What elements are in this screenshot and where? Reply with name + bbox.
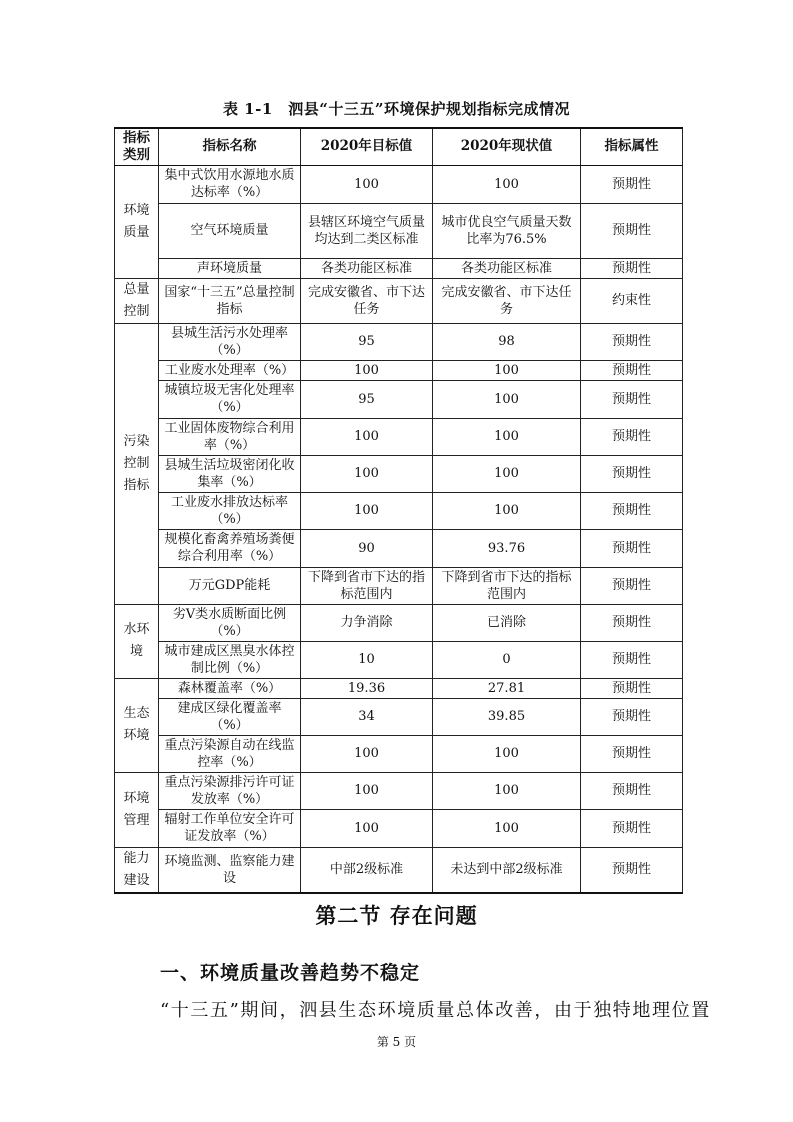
actual-value: 100 — [433, 165, 581, 203]
category-cell: 环境质量 — [115, 165, 159, 278]
target-value: 95 — [301, 323, 433, 360]
target-value: 95 — [301, 380, 433, 418]
indicator-name: 县城生活垃圾密闭化收集率（%） — [159, 455, 301, 492]
actual-value: 完成安徽省、市下达任务 — [433, 278, 581, 323]
section-title: 第二节 存在问题 — [315, 903, 478, 928]
actual-value: 下降到省市下达的指标范围内 — [433, 567, 581, 604]
actual-value: 100 — [433, 455, 581, 492]
actual-value: 100 — [433, 492, 581, 529]
indicator-name: 重点污染源排污许可证发放率（%） — [159, 772, 301, 809]
table-row — [115, 735, 683, 772]
attribute-value: 预期性 — [581, 203, 683, 258]
table-row — [115, 772, 683, 809]
target-value: 100 — [301, 492, 433, 529]
indicator-name: 重点污染源自动在线监控率（%） — [159, 735, 301, 772]
attribute-value: 预期性 — [581, 847, 683, 893]
table-row — [115, 455, 683, 492]
indicator-name: 城市建成区黑臭水体控制比例（%） — [159, 641, 301, 678]
attribute-value: 预期性 — [581, 165, 683, 203]
attribute-value: 预期性 — [581, 529, 683, 567]
actual-value: 100 — [433, 772, 581, 809]
indicator-name: 万元GDP能耗 — [159, 567, 301, 604]
actual-value: 100 — [433, 418, 581, 455]
attribute-value: 预期性 — [581, 678, 683, 698]
target-value: 10 — [301, 641, 433, 678]
category-cell: 能力建设 — [115, 847, 159, 893]
table-row — [115, 847, 683, 893]
attribute-value: 预期性 — [581, 567, 683, 604]
actual-value: 100 — [433, 360, 581, 380]
indicator-name: 建成区绿化覆盖率（%） — [159, 698, 301, 735]
attribute-value: 预期性 — [581, 492, 683, 529]
category-cell: 环境管理 — [115, 772, 159, 847]
indicator-name: 工业废水处理率（%） — [159, 360, 301, 380]
actual-value: 0 — [433, 641, 581, 678]
attribute-value: 约束性 — [581, 278, 683, 323]
category-cell: 水环境 — [115, 604, 159, 678]
table-row — [115, 698, 683, 735]
actual-value: 100 — [433, 735, 581, 772]
table-row — [115, 165, 683, 203]
category-cell: 生态环境 — [115, 678, 159, 772]
indicator-name: 辐射工作单位安全许可证发放率（%） — [159, 809, 301, 847]
table-row — [115, 641, 683, 678]
indicator-name: 规模化畜禽养殖场粪便综合利用率（%） — [159, 529, 301, 567]
indicator-name: 城镇垃圾无害化处理率（%） — [159, 380, 301, 418]
indicator-name: 县城生活污水处理率（%） — [159, 323, 301, 360]
table-row — [115, 567, 683, 604]
attribute-value: 预期性 — [581, 258, 683, 278]
target-value: 100 — [301, 165, 433, 203]
table-row — [115, 529, 683, 567]
header-name: 指标名称 — [159, 128, 301, 165]
table-row — [115, 492, 683, 529]
indicator-name: 工业废水排放达标率（%） — [159, 492, 301, 529]
target-value: 100 — [301, 455, 433, 492]
indicator-name: 环境监测、监察能力建设 — [159, 847, 301, 893]
table-row — [115, 203, 683, 258]
attribute-value: 预期性 — [581, 772, 683, 809]
target-value: 完成安徽省、市下达任务 — [301, 278, 433, 323]
page-number: 第 5 页 — [376, 1035, 417, 1049]
body-paragraph: “十三五”期间，泗县生态环境质量总体改善，由于独特地理位置 — [160, 1000, 711, 1021]
actual-value: 各类功能区标准 — [433, 258, 581, 278]
indicator-name: 国家“十三五”总量控制指标 — [159, 278, 301, 323]
indicator-name: 声环境质量 — [159, 258, 301, 278]
target-value: 100 — [301, 809, 433, 847]
table-row — [115, 278, 683, 323]
attribute-value: 预期性 — [581, 323, 683, 360]
header-actual: 2020年现状值 — [433, 128, 581, 165]
table-row — [115, 360, 683, 380]
attribute-value: 预期性 — [581, 418, 683, 455]
header-attribute: 指标属性 — [581, 128, 683, 165]
attribute-value: 预期性 — [581, 809, 683, 847]
target-value: 下降到省市下达的指标范围内 — [301, 567, 433, 604]
actual-value: 100 — [433, 809, 581, 847]
table-row — [115, 418, 683, 455]
sub-heading: 一、环境质量改善趋势不稳定 — [160, 962, 421, 984]
target-value: 中部2级标准 — [301, 847, 433, 893]
actual-value: 未达到中部2级标准 — [433, 847, 581, 893]
target-value: 34 — [301, 698, 433, 735]
indicator-name: 集中式饮用水源地水质达标率（%） — [159, 165, 301, 203]
target-value: 力争消除 — [301, 604, 433, 641]
table-header-row — [115, 128, 683, 165]
table-row — [115, 604, 683, 641]
header-target: 2020年目标值 — [301, 128, 433, 165]
target-value: 各类功能区标准 — [301, 258, 433, 278]
indicator-table — [114, 127, 683, 894]
header-category: 指标类别 — [115, 128, 159, 165]
category-cell: 污染控制指标 — [115, 323, 159, 604]
target-value: 100 — [301, 360, 433, 380]
attribute-value: 预期性 — [581, 604, 683, 641]
target-value: 100 — [301, 772, 433, 809]
target-value: 100 — [301, 735, 433, 772]
table-row — [115, 323, 683, 360]
attribute-value: 预期性 — [581, 698, 683, 735]
indicator-name: 劣V类水质断面比例（%） — [159, 604, 301, 641]
attribute-value: 预期性 — [581, 360, 683, 380]
actual-value: 27.81 — [433, 678, 581, 698]
table-row — [115, 380, 683, 418]
table-row — [115, 258, 683, 278]
category-cell: 总量控制 — [115, 278, 159, 323]
actual-value: 100 — [433, 380, 581, 418]
actual-value: 98 — [433, 323, 581, 360]
target-value: 90 — [301, 529, 433, 567]
target-value: 100 — [301, 418, 433, 455]
attribute-value: 预期性 — [581, 455, 683, 492]
indicator-name: 工业固体废物综合利用率（%） — [159, 418, 301, 455]
actual-value: 93.76 — [433, 529, 581, 567]
actual-value: 已消除 — [433, 604, 581, 641]
indicator-name: 森林覆盖率（%） — [159, 678, 301, 698]
table-row — [115, 678, 683, 698]
table-row — [115, 809, 683, 847]
attribute-value: 预期性 — [581, 641, 683, 678]
table-caption: 表 1-1 泗县“十三五”环境保护规划指标完成情况 — [222, 100, 571, 118]
indicator-name: 空气环境质量 — [159, 203, 301, 258]
target-value: 县辖区环境空气质量均达到二类区标准 — [301, 203, 433, 258]
target-value: 19.36 — [301, 678, 433, 698]
actual-value: 城市优良空气质量天数比率为76.5% — [433, 203, 581, 258]
attribute-value: 预期性 — [581, 380, 683, 418]
actual-value: 39.85 — [433, 698, 581, 735]
attribute-value: 预期性 — [581, 735, 683, 772]
